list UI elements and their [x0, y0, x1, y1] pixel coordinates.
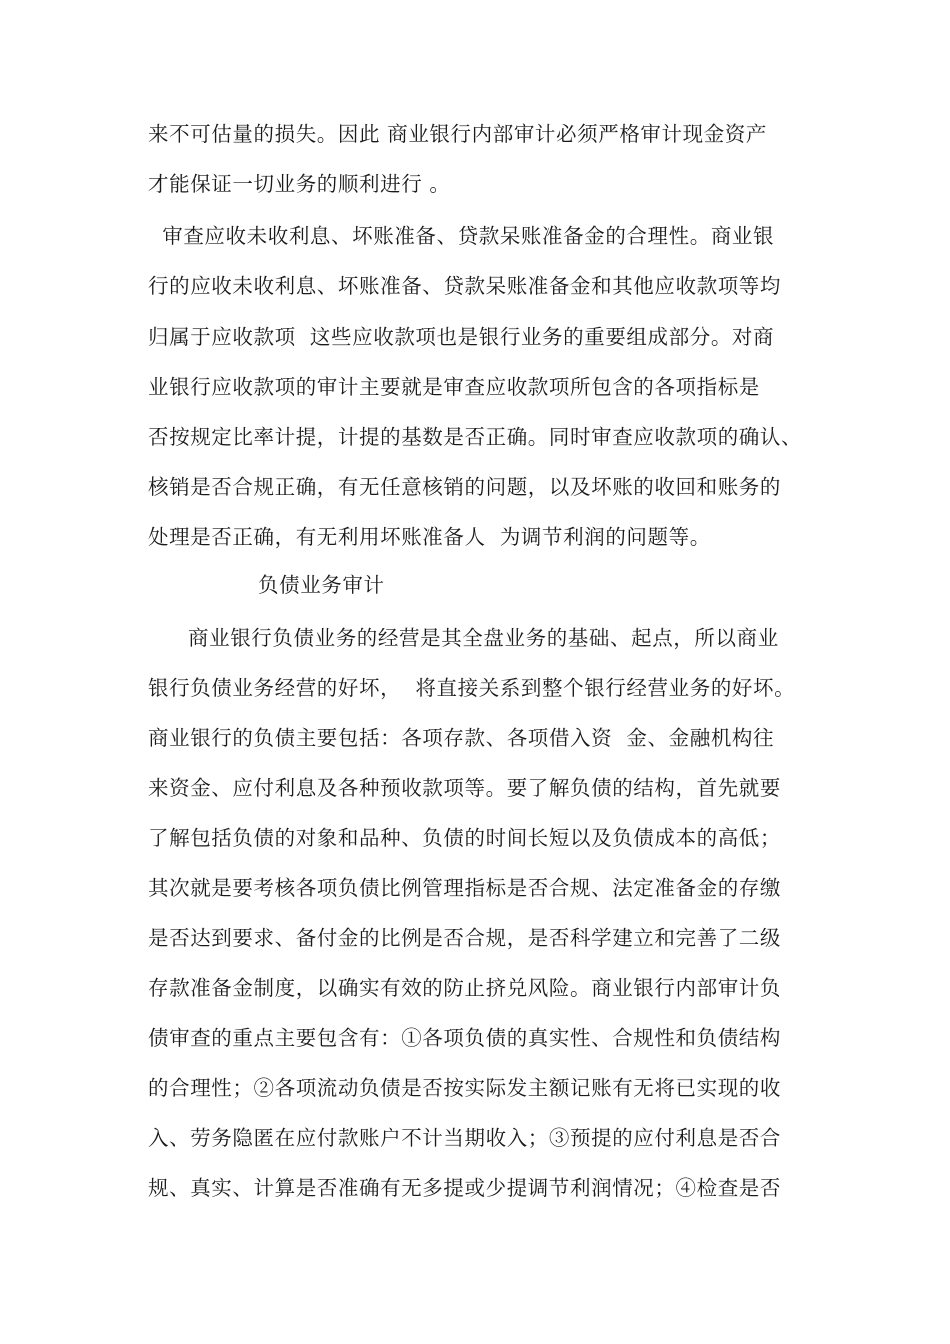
text-line: 的合理性；②各项流动负债是否按实际发主额记账有无将已实现的收 [148, 1076, 781, 1100]
text-line: 业银行应收款项的审计主要就是审查应收款项所包含的各项指标是 [148, 375, 760, 399]
paragraph-start-line: 审查应收未收利息、坏账准备、贷款呆账准备金的合理性。商业银 [148, 224, 775, 248]
text-line: 了解包括负债的对象和品种、负债的时间长短以及负债成本的高低； [148, 826, 781, 850]
text-line: 商业银行的负债主要包括：各项存款、各项借入资 金、金融机构往 [148, 726, 775, 750]
text-line: 债审查的重点主要包含有：①各项负债的真实性、合规性和负债结构 [148, 1026, 781, 1050]
text-line: 规、真实、计算是否准确有无多提或少提调节利润情况；④检查是否 [148, 1176, 781, 1200]
text-line: 是否达到要求、备付金的比例是否合规，是否科学建立和完善了二级 [148, 926, 781, 950]
text-line: 入、劳务隐匿在应付款账户不计当期收入；③预提的应付利息是否合 [148, 1126, 781, 1150]
text-line: 归属于应收款项 这些应收款项也是银行业务的重要组成部分。对商 [148, 325, 775, 349]
paragraph-start-line: 商业银行负债业务的经营是其全盘业务的基础、起点，所以商业 [188, 626, 779, 650]
text-line: 银行负债业务经营的好坏， 将直接关系到整个银行经营业务的好坏。 [148, 676, 796, 700]
text-line: 才能保证一切业务的顺利进行 。 [148, 172, 451, 196]
text-line: 处理是否正确，有无利用坏账准备人 为调节利润的问题等。 [148, 525, 711, 549]
text-line: 来资金、应付利息及各种预收款项等。要了解负债的结构，首先就要 [148, 776, 781, 800]
text-line: 核销是否合规正确，有无任意核销的问题，以及坏账的收回和账务的 [148, 475, 781, 499]
text-line: 存款准备金制度，以确实有效的防止挤兑风险。商业银行内部审计负 [148, 976, 781, 1000]
section-heading: 负债业务审计 [258, 573, 385, 597]
text-line: 行的应收未收利息、坏账准备、贷款呆账准备金和其他应收款项等均 [148, 274, 781, 298]
text-line: 来不可估量的损失。因此 商业银行内部审计必须严格审计现金资产 [148, 122, 768, 146]
text-line: 其次就是要考核各项负债比例管理指标是否合规、法定准备金的存缴 [148, 876, 781, 900]
text-line: 否按规定比率计提，计提的基数是否正确。同时审查应收款项的确认、 [148, 425, 803, 449]
